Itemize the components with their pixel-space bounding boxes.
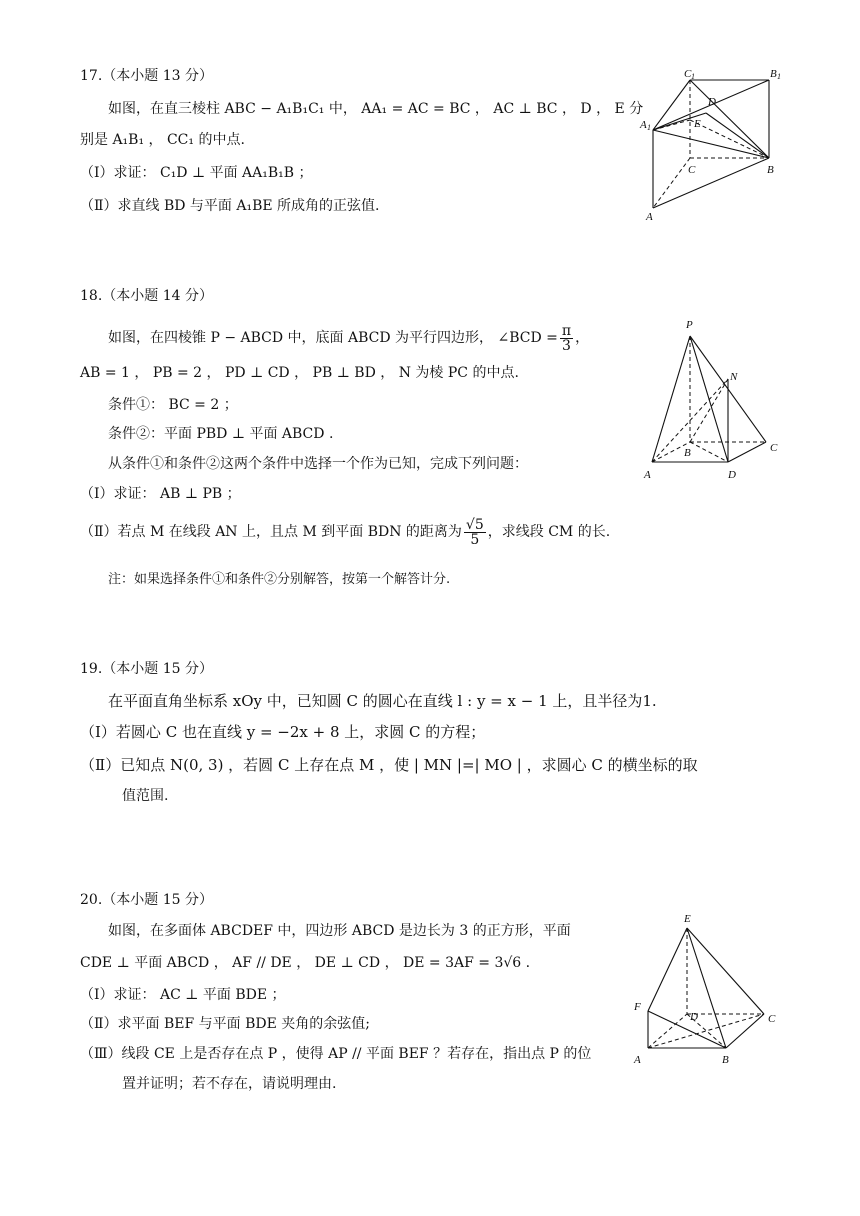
problem-20-part-3: （Ⅲ）线段 CE 上是否存在点 P ，使得 AP // 平面 BEF ？若存在，指出点 P 的位 xyxy=(80,1046,592,1062)
problem-18-line-1: 如图，在四棱锥 P − ABCD 中，底面 ABCD 为平行四边形， ∠BCD = $\frac{\pi}{3}$ ， xyxy=(108,322,590,354)
label-c: C xyxy=(770,442,778,454)
problem-20-part-1: （Ⅰ）求证： AC ⊥ 平面 BDE ； xyxy=(80,987,286,1003)
distance-fraction: $\frac{√5}{5}$ xyxy=(465,516,484,548)
label-c: C xyxy=(768,1013,776,1025)
problem-17-header: 17.（本小题 13 分） xyxy=(80,68,213,84)
label-e: E xyxy=(694,118,701,130)
prism-figure xyxy=(636,66,786,226)
label-e: E xyxy=(684,913,691,925)
problem-19-header: 19.（本小题 15 分） xyxy=(80,661,213,677)
angle-fraction: $\frac{\pi}{3}$ xyxy=(561,322,572,354)
condition-2: 条件②：平面 PBD ⊥ 平面 ABCD . xyxy=(108,426,334,442)
polyhedron-figure xyxy=(630,910,790,1070)
label-p: P xyxy=(686,319,693,331)
problem-18-instruction: 从条件①和条件②这两个条件中选择一个作为已知，完成下列问题： xyxy=(108,456,528,472)
problem-19-line-1: 在平面直角坐标系 xOy 中，已知圆 C 的圆心在直线 l : y = x − 1 上，且半径为1. xyxy=(108,692,657,710)
problem-18-note: 注：如果选择条件①和条件②分别解答，按第一个解答计分. xyxy=(108,572,451,587)
problem-19-part-2: （Ⅱ）已知点 N(0, 3) ，若圆 C 上存在点 M ，使 | MN |=| MO | ，求圆心 C 的横坐标的取 xyxy=(80,756,698,774)
problem-18-header: 18.（本小题 14 分） xyxy=(80,288,213,304)
label-d: D xyxy=(728,469,736,481)
label-n: N xyxy=(730,371,738,383)
problem-19-part-2-cont: 值范围. xyxy=(122,788,169,804)
label-f: F xyxy=(634,1001,641,1013)
label-b1-sub: 1 xyxy=(777,72,781,81)
problem-17-line-1: 如图，在直三棱柱 ABC − A₁B₁C₁ 中， AA₁ = AC = BC ， AC ⊥ BC ， D ， E 分 xyxy=(108,101,644,117)
label-b: B xyxy=(767,164,774,176)
label-a: A xyxy=(646,211,653,223)
label-a1-sub: 1 xyxy=(647,123,651,132)
problem-20-part-3-cont: 置并证明；若不存在，请说明理由. xyxy=(122,1076,337,1092)
label-d: D xyxy=(708,96,716,108)
label-b: B xyxy=(684,447,691,459)
problem-18-part-2: （Ⅱ）若点 M 在线段 AN 上，且点 M 到平面 BDN 的距离为 $\frac{√5}{5}$ ，求线段 CM 的长. xyxy=(80,516,611,548)
problem-18-part-1: （Ⅰ）求证： AB ⊥ PB ； xyxy=(80,486,241,502)
problem-20-part-2: （Ⅱ）求平面 BEF 与平面 BDE 夹角的余弦值; xyxy=(80,1016,370,1032)
label-b1: B xyxy=(770,68,777,80)
label-d: D xyxy=(690,1011,698,1023)
problem-20-line-1: 如图，在多面体 ABCDEF 中，四边形 ABCD 是边长为 3 的正方形，平面 xyxy=(108,923,571,939)
pyramid-figure xyxy=(640,316,790,486)
problem-20-line-2: CDE ⊥ 平面 ABCD ， AF // DE ， DE ⊥ CD ， DE = 3AF = 3√6 . xyxy=(80,955,531,971)
label-c1-sub: 1 xyxy=(691,72,695,81)
problem-17-part-1: （Ⅰ）求证： C₁D ⊥ 平面 AA₁B₁B ； xyxy=(80,165,313,181)
label-a1: A xyxy=(640,119,647,131)
label-b: B xyxy=(722,1054,729,1066)
label-c: C xyxy=(688,164,696,176)
problem-19-part-1: （Ⅰ）若圆心 C 也在直线 y = −2x + 8 上，求圆 C 的方程； xyxy=(80,723,486,741)
problem-20-header: 20.（本小题 15 分） xyxy=(80,892,213,908)
label-c1: C xyxy=(684,68,692,80)
problem-18-line-2: AB = 1 ， PB = 2 ， PD ⊥ CD ， PB ⊥ BD ， N 为棱 PC 的中点. xyxy=(80,365,519,381)
label-a: A xyxy=(634,1054,641,1066)
label-a: A xyxy=(644,469,651,481)
problem-17-line-2: 别是 A₁B₁ ， CC₁ 的中点. xyxy=(80,132,245,148)
condition-1: 条件①： BC = 2 ； xyxy=(108,397,238,413)
problem-18-line-1-text: 如图，在四棱锥 P − ABCD 中，底面 ABCD 为平行四边形， ∠BCD = xyxy=(108,330,558,346)
problem-17-part-2: （Ⅱ）求直线 BD 与平面 A₁BE 所成角的正弦值. xyxy=(80,198,380,214)
